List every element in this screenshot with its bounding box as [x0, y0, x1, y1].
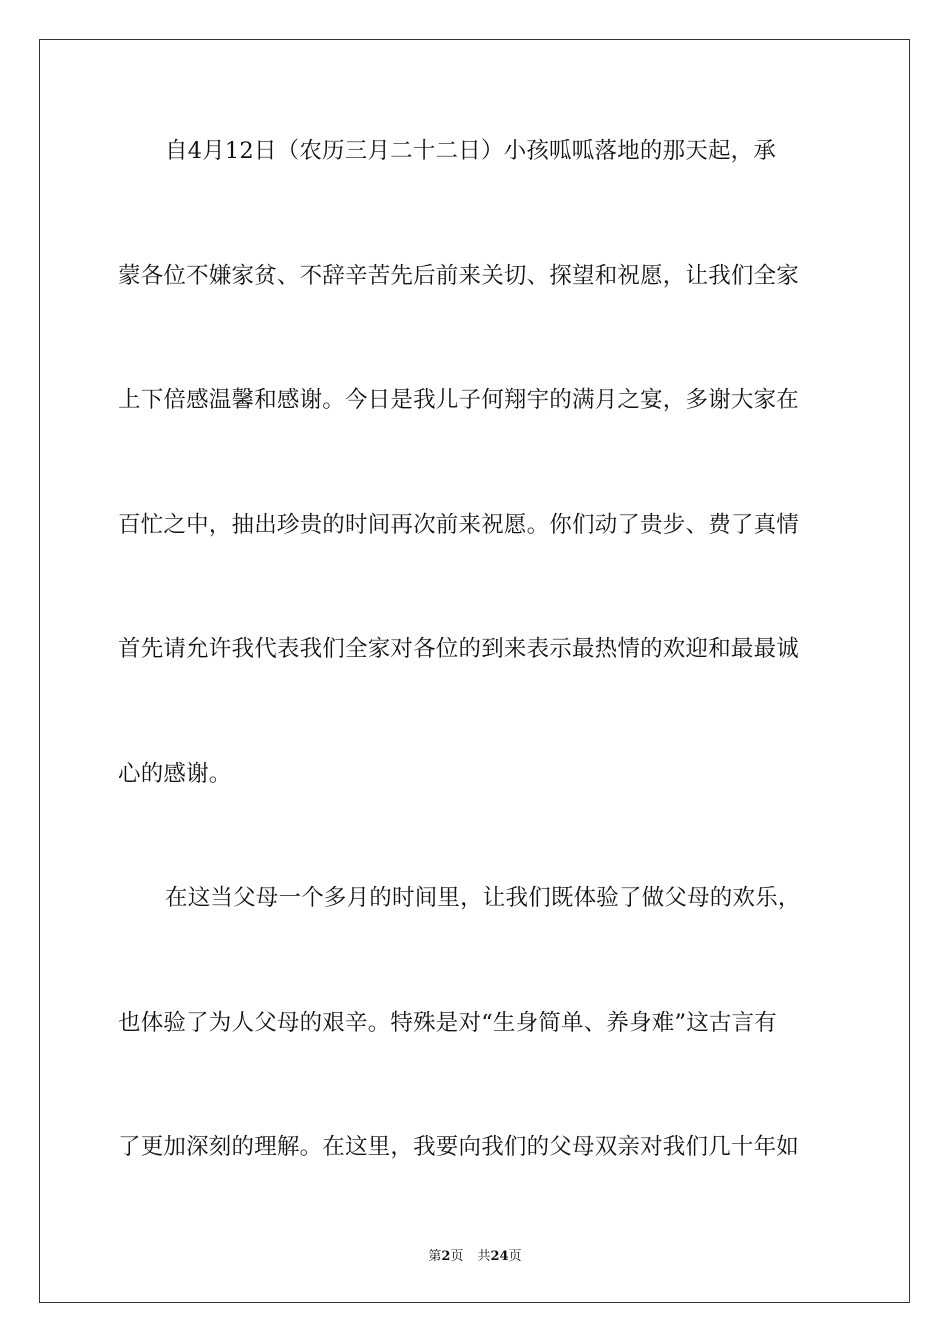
- footer-page-suffix: 页: [450, 1249, 464, 1264]
- footer-page-prefix: 第: [428, 1249, 442, 1264]
- paragraph-2-line-2: 也体验了为人父母的艰辛。特殊是对“生身简单、养身难”这古言有: [118, 1010, 778, 1036]
- paragraph-2-line-3: 了更加深刻的理解。在这里，我要向我们的父母双亲对我们几十年如: [118, 1134, 800, 1160]
- paragraph-1-line-3: 上下倍感温馨和感谢。今日是我儿子何翔宇的满月之宴，多谢大家在: [118, 387, 800, 413]
- footer-total-suffix: 页: [508, 1249, 522, 1264]
- paragraph-1-line-4: 百忙之中，抽出珍贵的时间再次前来祝愿。你们动了贵步、费了真情: [118, 512, 800, 538]
- paragraph-1-line-1: 自4月12日（农历三月二十二日）小孩呱呱落地的那天起，承: [165, 138, 777, 164]
- paragraph-2-line-1: 在这当父母一个多月的时间里，让我们既体验了做父母的欢乐，: [165, 885, 801, 911]
- footer-total-prefix: 共: [477, 1249, 491, 1264]
- page-border: [39, 39, 910, 1303]
- paragraph-1-line-6: 心的感谢。: [118, 761, 232, 787]
- footer-page-number: 2: [441, 1249, 451, 1264]
- paragraph-1-line-5: 首先请允许我代表我们全家对各位的到来表示最热情的欢迎和最最诚: [118, 636, 800, 662]
- footer-total-pages: 24: [490, 1249, 509, 1264]
- page-footer: [0, 1248, 950, 1266]
- paragraph-1-line-2: 蒙各位不嫌家贫、不辞辛苦先后前来关切、探望和祝愿，让我们全家: [118, 263, 800, 289]
